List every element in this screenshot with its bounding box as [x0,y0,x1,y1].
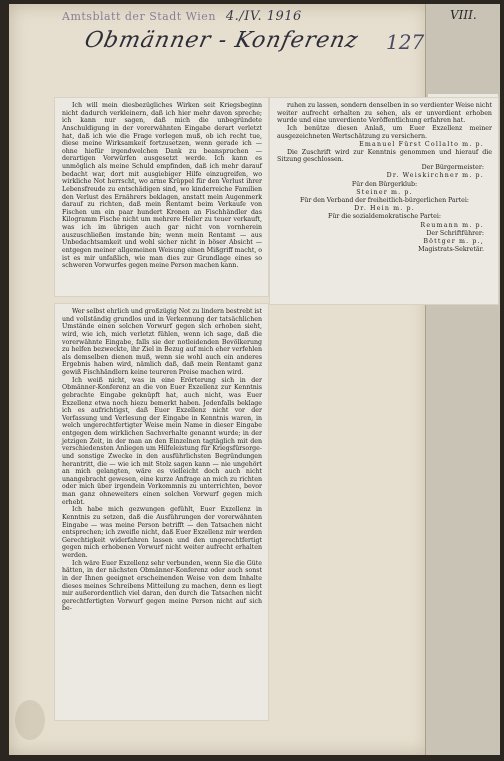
newspaper-clipping-left-bottom [55,304,268,720]
signatory-name: Steiner m. p. [356,188,413,196]
signatory-name: Dr. Weiskirchner m. p. [386,172,484,180]
newspaper-clipping-left-top [55,98,268,296]
handwritten-title: Obmänner - Konferenz [82,28,361,53]
paragraph: Ich weiß nicht, was in eine Erörterung sich in der Obmänner-Konferenz an die von Euer Exzellenz zur Kenntnis gebrachte Eingabe geknüpft hat, auch nicht, was Euer Exzellenz etwa noch hiezu bemerkt haben. Jedenfalls beklage ich es aufrichtigst, daß Euer Exzellenz nicht vor der Verfassung und Verlesung der Eingabe in Kenntnis waren, in welch ungerechtfertigter Weise mein Name in dieser Eingabe entgegen dem wirklichen Sachverhalte genannt wurde; in der jetzigen Zeit, in der man an den Einzelnen tagtäglich mit den verschiedensten Anliegen um Hilfeleistung für Kriegsfürsorge- und sonstige Zwecke in den ausführlichsten Begründungen herantritt, die — wie ich mit Stolz sagen kann — nie ungehört an mich gelangten, wäre es vielleicht doch auch nicht unangebracht gewesen, eine kurze Anfrage an mich zu richten oder mich über irgendein Vorkommnis zu unterrichten, bevor man ganz ohneweiters einen solchen Vorwurf gegen mich erhebt. [62,376,262,506]
signatory-name: Böttger m. p., [423,237,484,245]
paragraph: Ich wäre Euer Exzellenz sehr verbunden, wenn Sie die Güte hätten, in der nächsten Obmänner-Konferenz oder auch sonst in der Ihnen geeignet erscheinenden Weise von dem Inhalte dieses meines Schreibens Mitteilung zu machen, denn es liegt mir außerordentlich viel daran, den durch die Tatsachen nicht gerechtfertigten Vorwurf gegen meine Person nicht auf sich be- [62,559,262,613]
paragraph: Wer selbst ehrlich und großzügig Not zu lindern bestrebt ist und vollständig grundlos und in Verkennung der tatsächlichen Umstände einen solchen Vorwurf gegen sich erhoben sieht, wird, wie ich, mich verletzt fühlen, wenn ich sage, daß die vorerwähnte Eingabe, falls sie der notleidenden Bevölkerung zu helfen bezweckte, ihr Ziel in Bezug auf mich eher verfehlen als demselben dienen muß, wenn sie wohl auch ein anderes Ergebnis haben wird, nämlich daß, daß mein Rentamt ganz gewiß Fischhändlern keine teureren Preise machen wird. [62,308,262,376]
signatory-title: Für den Bürgerklub: [351,180,418,188]
handwritten-page-number: 127 [386,30,425,54]
paragraph: Ich benütze diesen Anlaß, um Euer Exzellenz meiner ausgezeichneten Wertschätzung zu versichern. [277,125,492,140]
signatory-title: Der Schriftführer: [426,229,484,237]
folio-number: VIII. [450,8,477,22]
signatory-title: Für die sozialdemokratische Partei: [327,213,442,221]
signatory-name: Dr. Hein m. p. [354,205,415,213]
newspaper-clipping-right [270,98,498,304]
signatory-title: Für den Verband der freiheitlich-bürgerlichen Partei: [299,196,470,204]
newspaper-header [62,9,312,27]
paragraph: Ich will mein diesbezügliches Wirken seit Kriegsbeginn nicht dadurch verkleinern, daß ich hier mehr davon spreche; ich kann nur sagen, daß mich die unbegründete Anschuldigung in der vorerwähnten Eingabe derart verletzt hat, daß ich wie die Frage vorlegen muß, ob ich recht tue, diese meine Wirksamkeit fortzusetzen, wenn gerade ich — ohne hiefür irgendwelchen Dank zu beanspruchen — derartigen Vorwürfen ausgesetzt werde. Ich kann es unmöglich als meine Schuld empfinden, daß ich mehr darauf bedacht war, dort mit ausgiebiger Hilfe einzugreifen, wo wirkliche Not herrscht, wo arme Krüppel für den Verlust ihrer Lebensfreude zu entschädigen sind, wo kinderreiche Familien den Verlust des Ernährers beklagen, anstatt mein Augenmerk darauf zu richten, daß mein Rentamt beim Verkaufe von Fischen um ein paar hundert Kronen an Fischhändler das Kilogramm Fische nicht um mehrere Heller zu teuer verkauft, was ich im übrigen auch gar nicht von vornherein auszuschließen imstande bin; wenn mein Rentamt — aus Unbedachtsamkeit und wohl sicher nicht in böser Absicht — entgegen meiner allgemeinen Weisung einen Mißgriff macht, o ist es mir unfaßlich, wie man dies zur Grundlage eines so schweren Vorwurfes gegen meine Person machen kann. [62,102,262,270]
paragraph: Ich habe mich gezwungen gefühlt, Euer Exzellenz in Kenntnis zu setzen, daß die Ausführungen der vorerwähnten Eingabe — was meine Person betrifft — den Tatsachen nicht entsprechen; ich zweifle nicht, daß Euer Exzellenz mir werden Gerechtigkeit widerfahren lassen und den ungerechtfertigt gegen mich erhobenen Vorwurf nicht weiter aufrecht erhalten werden. [62,506,262,559]
closing-note: Die Zuschrift wird zur Kenntnis genommen und hierauf die Sitzung geschlossen. [277,148,492,164]
signatory-title: Der Bürgermeister: [421,164,484,172]
newspaper-name: Amtsblatt der Stadt Wien [62,10,216,23]
article-column [55,304,268,613]
article-column [55,98,268,270]
handwritten-date: 4./IV. 1916 [225,9,302,24]
article-column [270,98,498,254]
signatory-name: Reumann m. p. [420,221,484,229]
paper-stain [15,700,45,740]
letter-signature: Emanuel Fürst Collalto m. p. [359,140,484,148]
signatory-title: Magistrats-Sekretär. [418,246,484,254]
paragraph: ruhen zu lassen, sondern denselben in so verdienter Weise nicht weiter aufrecht erhalten zu sehen, als er unverdient erhoben wurde und eine unverdiente Veröffentlichung erfahren hat. [277,102,492,125]
